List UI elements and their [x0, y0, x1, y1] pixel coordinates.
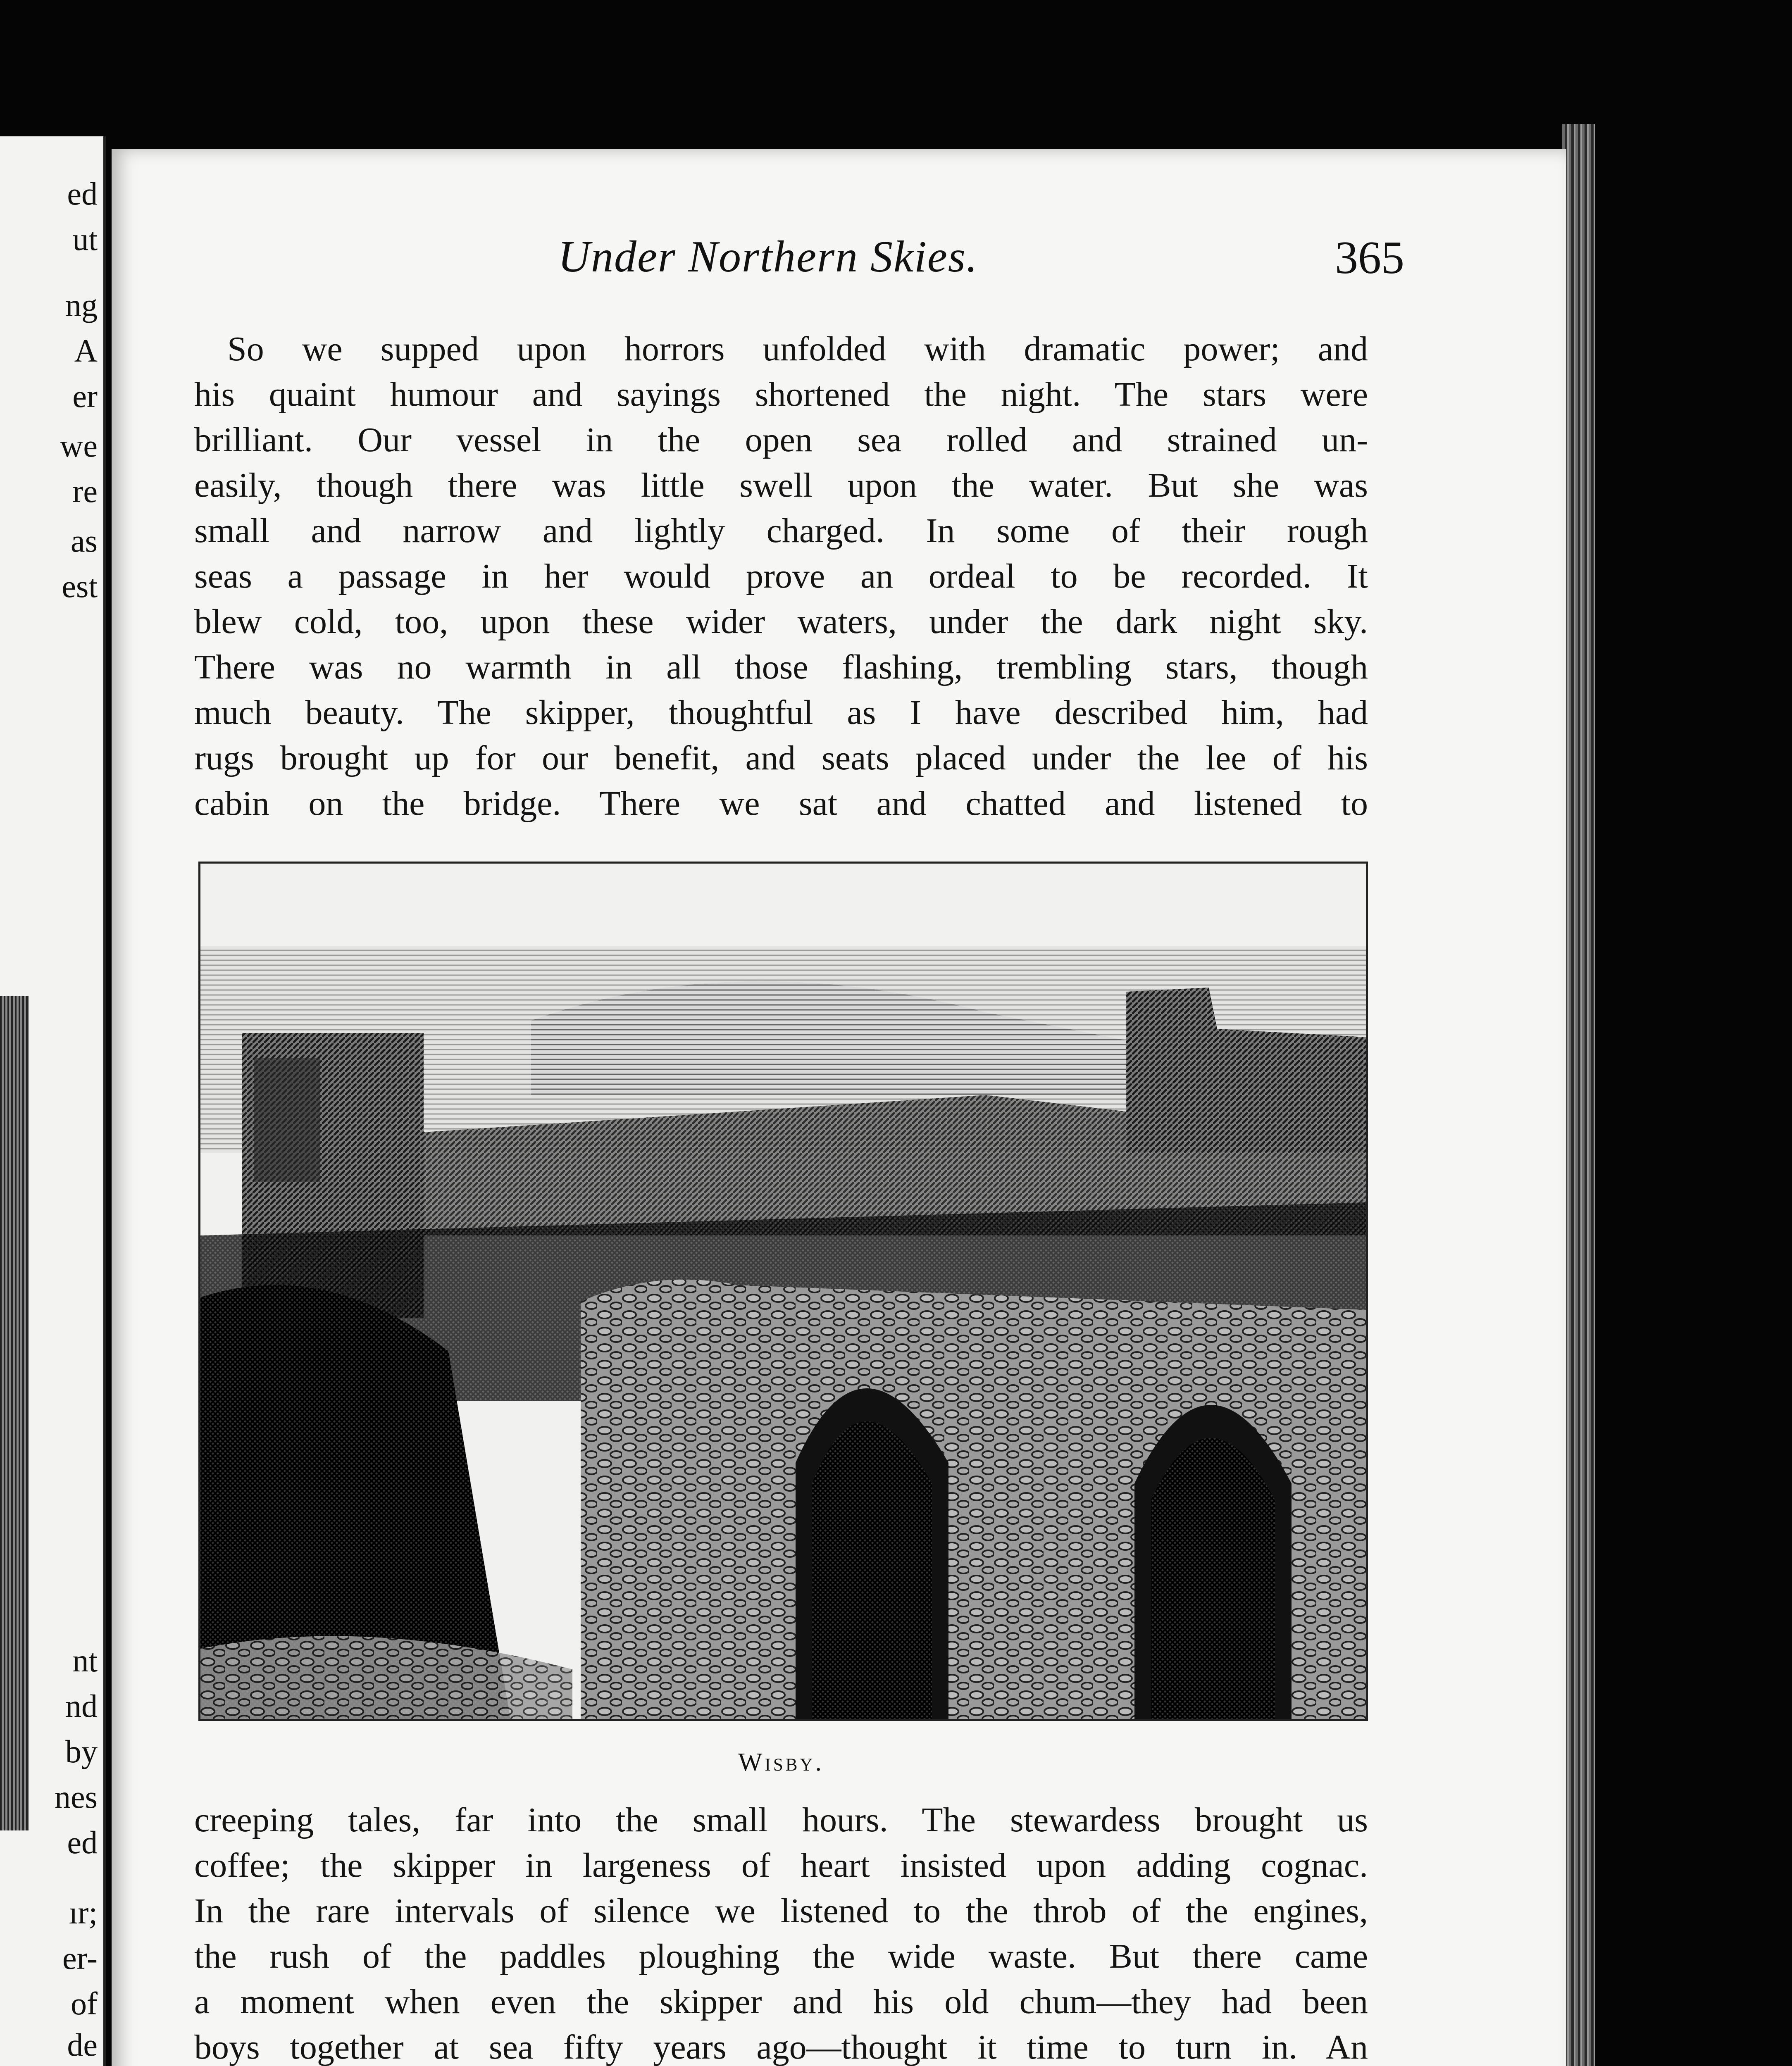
text-line: rugs brought up for our benefit, and seats placed under the lee of his [194, 739, 1368, 777]
left-page-fragment: ut [72, 221, 98, 257]
text-line: There was no warmth in all those flashing, trembling stars, though [194, 648, 1368, 686]
text-line: boys together at sea fifty years ago—thought it time to turn in. An [194, 2028, 1368, 2066]
left-page-fragment: re [72, 473, 98, 509]
paragraph-1 [194, 326, 1368, 826]
text-line: small and narrow and lightly charged. In some of their rough [194, 512, 1368, 550]
text-line: his quaint humour and sayings shortened the night. The stars were [194, 375, 1368, 414]
text-line: coffee; the skipper in largeness of heart insisted upon adding cognac. [194, 1846, 1368, 1885]
text-line: cabin on the bridge. There we sat and chatted and listened to [194, 784, 1368, 823]
left-page-fragment: ır; [69, 1895, 98, 1930]
left-page-fragment: er- [62, 1940, 98, 1976]
paragraph-2 [194, 1797, 1368, 2066]
left-page-engraving [0, 996, 29, 1830]
left-page-fragment: est [62, 568, 98, 604]
left-page-fragment: ng [65, 287, 98, 323]
text-line: blew cold, too, upon these wider waters, under the dark night sky. [194, 602, 1368, 641]
text-line: much beauty. The skipper, thoughtful as I have described him, had [194, 693, 1368, 732]
wisby-engraving [198, 862, 1368, 1721]
left-page-fragment: ed [67, 176, 98, 212]
left-page-fragment: ed [67, 1824, 98, 1860]
book-page [112, 149, 1566, 2066]
left-page-fragment: we [60, 428, 98, 464]
left-page-fragment: as [71, 523, 98, 559]
page-number: 365 [1335, 232, 1404, 283]
text-line: a moment when even the skipper and his old chum—they had been [194, 1983, 1368, 2021]
figure-caption: Wisby. [738, 1748, 824, 1776]
left-page-fragment: by [65, 1733, 98, 1769]
left-page-fragment: A [74, 333, 98, 369]
left-page-fragment: of [71, 1985, 98, 2021]
left-page-fragment: nes [55, 1779, 98, 1815]
page-edges [1562, 124, 1595, 2066]
text-line: seas a passage in her would prove an ordeal to be recorded. It [194, 557, 1368, 595]
text-line: easily, though there was little swell upon the water. But she was [194, 466, 1368, 505]
text-line: So we supped upon horrors unfolded with dramatic power; and [227, 330, 1368, 368]
text-line: brilliant. Our vessel in the open sea rolled and strained un- [194, 421, 1368, 459]
left-page-fragment: nd [65, 1688, 98, 1724]
text-line: the rush of the paddles ploughing the wide waste. But there came [194, 1937, 1368, 1976]
text-line: creeping tales, far into the small hours. The stewardess brought us [194, 1801, 1368, 1839]
running-head: Under Northern Skies. [558, 232, 978, 281]
text-line: In the rare intervals of silence we listened to the throb of the engines, [194, 1892, 1368, 1930]
left-page-fragment: de [67, 2027, 98, 2063]
left-page-fragment: nt [72, 1642, 98, 1678]
left-page-fragment: er [72, 378, 98, 414]
left-facing-page [0, 136, 106, 2066]
wisby-illustration [200, 864, 1366, 1719]
